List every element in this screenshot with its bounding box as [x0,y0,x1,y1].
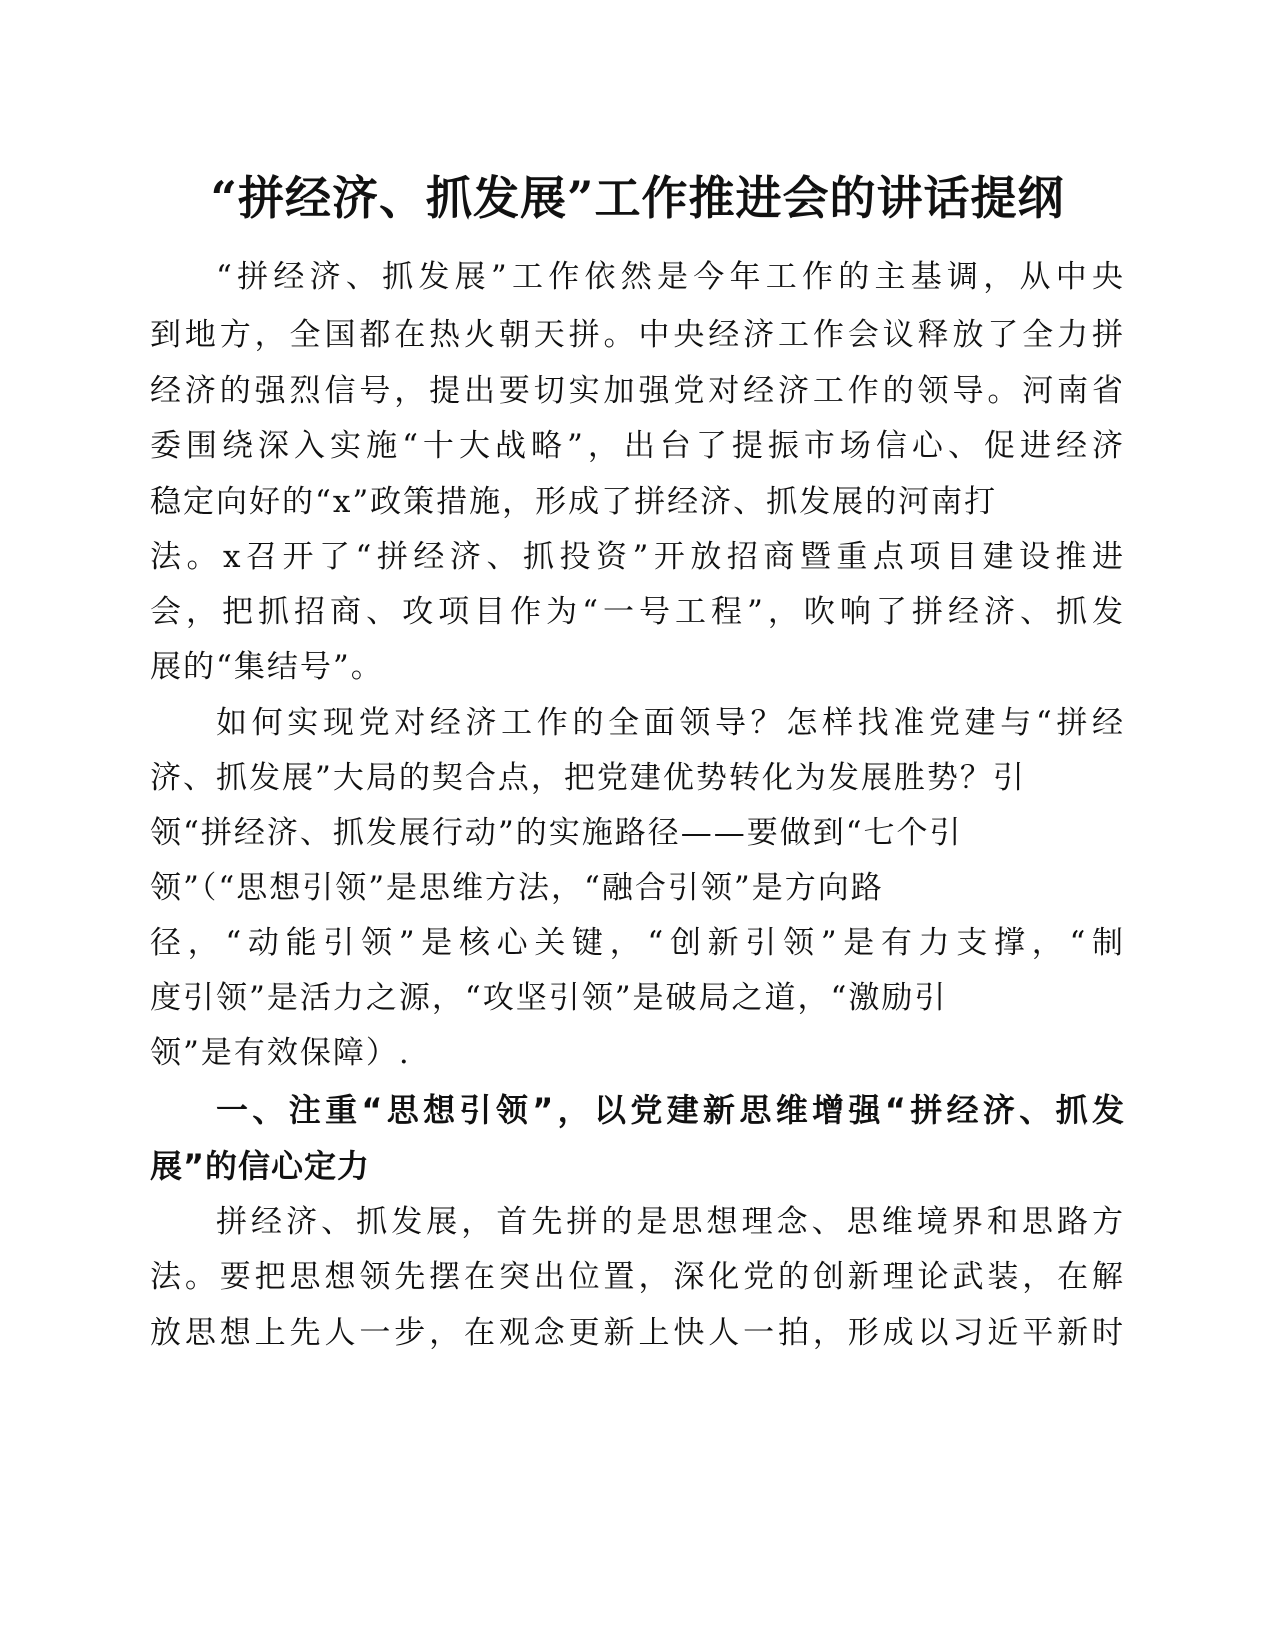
section-heading-1-line-2: 展”的信心定力 [150,1147,371,1185]
paragraph-1-line-3: 经济的强烈信号，提出要切实加强党对经济工作的领导。河南省 [150,373,1125,409]
paragraph-2-line-6: 度引领”是活力之源，“攻坚引领”是破局之道，“激励引 [150,980,948,1016]
paragraph-2-line-2: 济、抓发展”大局的契合点，把党建优势转化为发展胜势？引 [150,760,1026,796]
paragraph-2-line-1: 如何实现党对经济工作的全面领导？怎样找准党建与“拼经 [216,705,1125,741]
paragraph-1-line-7: 会，把抓招商、攻项目作为“一号工程”，吹响了拼经济、抓发 [150,594,1125,630]
section-heading-1-line-1: 一、注重“思想引领”，以党建新思维增强“拼经济、抓发 [216,1091,1125,1129]
paragraph-1-line-8: 展的“集结号”。 [150,649,384,685]
paragraph-3-line-2: 法。要把思想领先摆在突出位置，深化党的创新理论武装，在解 [150,1259,1125,1295]
paragraph-2-line-5: 径，“动能引领”是核心关键，“创新引领”是有力支撑，“制 [150,925,1125,961]
paragraph-1-line-5: 稳定向好的“x”政策措施，形成了拼经济、抓发展的河南打 [150,484,998,520]
paragraph-3-line-3: 放思想上先人一步，在观念更新上快人一拍，形成以习近平新时 [150,1315,1125,1351]
paragraph-1-line-1: “拼经济、抓发展”工作依然是今年工作的主基调，从中央 [216,259,1125,295]
paragraph-3-line-1: 拼经济、抓发展，首先拼的是思想理念、思维境界和思路方 [216,1204,1125,1240]
document-title: “拼经济、抓发展”工作推进会的讲话提纲 [210,171,1065,225]
paragraph-1-line-6: 法。x召开了“拼经济、抓投资”开放招商暨重点项目建设推进 [150,539,1125,575]
paragraph-2-line-4: 领”（“思想引领”是思维方法，“融合引领”是方向路 [150,870,884,906]
paragraph-1-line-4: 委围绕深入实施“十大战略”，出台了提振市场信心、促进经济 [150,428,1125,464]
paragraph-2-line-7: 领”是有效保障）. [150,1035,411,1071]
paragraph-1-line-2: 到地方，全国都在热火朝天拼。中央经济工作会议释放了全力拼 [150,317,1125,353]
paragraph-2-line-3: 领“拼经济、抓发展行动”的实施路径——要做到“七个引 [150,815,963,851]
